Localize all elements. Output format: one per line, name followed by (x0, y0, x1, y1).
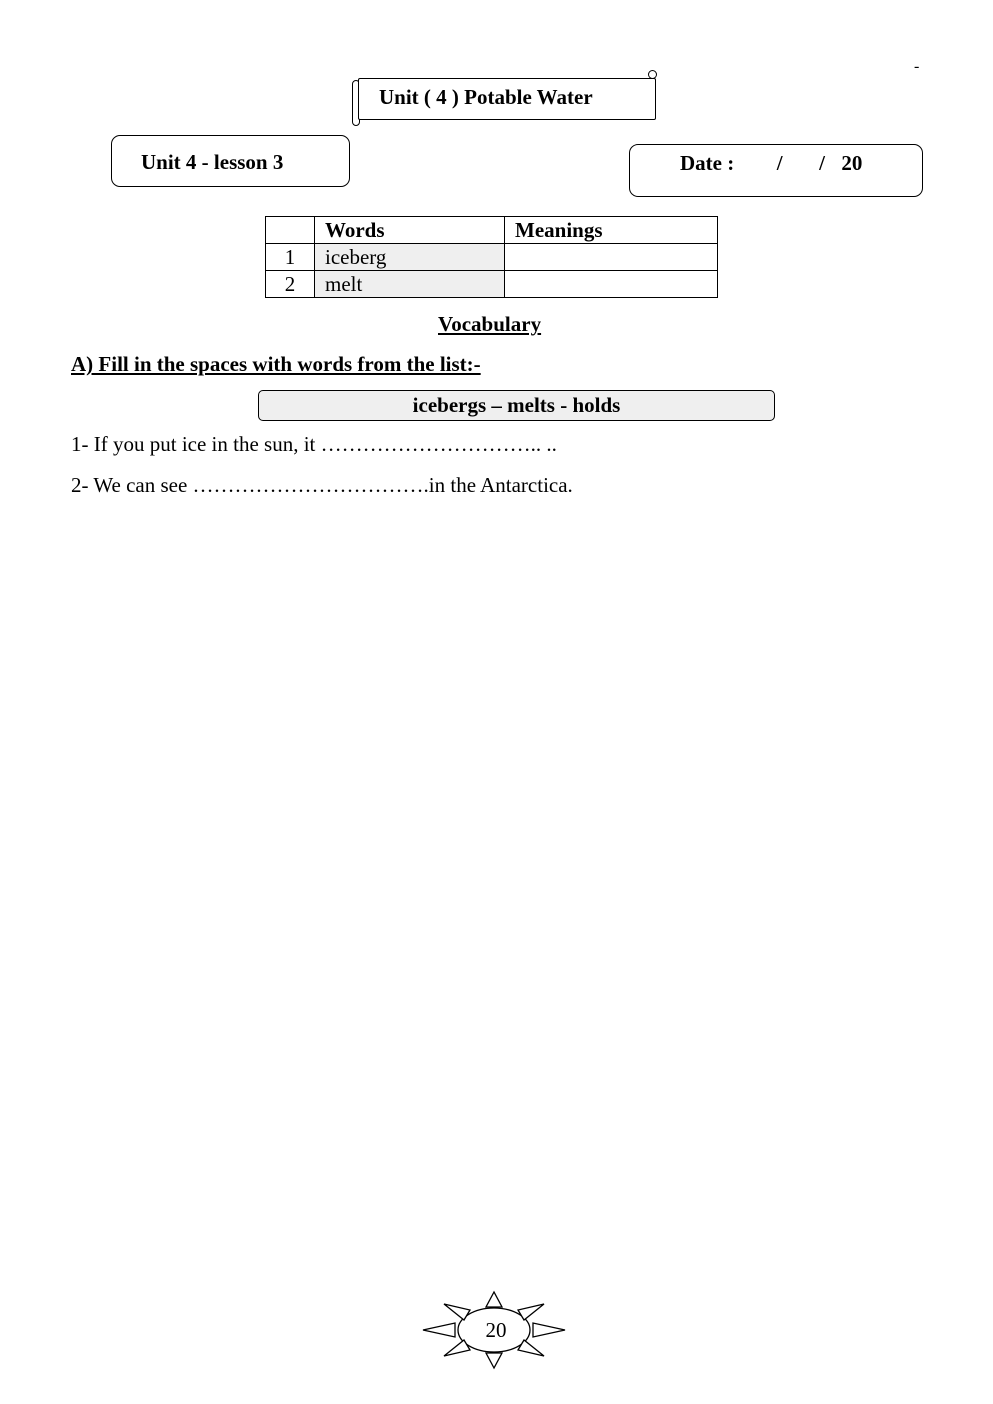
date-label: Date : (680, 151, 735, 175)
row-meaning[interactable] (505, 271, 718, 298)
corner-mark: - (914, 58, 920, 75)
row-word: iceberg (315, 244, 505, 271)
exercise-heading: A) Fill in the spaces with words from the list:- (71, 352, 481, 376)
unit-title: Unit ( 4 ) Potable Water (379, 85, 593, 109)
sentence-2: 2- We can see …………………………….in the Antarctica. (71, 473, 573, 497)
lesson-box (111, 135, 350, 187)
date-separator: / (776, 151, 783, 175)
scroll-curl-right (648, 70, 657, 79)
table-row (266, 244, 718, 271)
vocab-table (265, 216, 718, 298)
date-box (629, 144, 923, 197)
table-header-row (266, 217, 718, 244)
lesson-label: Unit 4 - lesson 3 (141, 150, 284, 174)
row-number: 1 (266, 244, 315, 271)
row-number: 2 (266, 271, 315, 298)
table-header-words: Words (315, 217, 505, 244)
unit-title-banner (358, 78, 656, 120)
date-year: 20 (841, 151, 863, 175)
date-separator: / (819, 151, 825, 175)
row-meaning[interactable] (505, 244, 718, 271)
page-number: 20 (485, 1318, 507, 1342)
word-list-box (258, 390, 775, 421)
row-word: melt (315, 271, 505, 298)
word-list: icebergs – melts - holds (412, 393, 621, 417)
sentence-1: 1- If you put ice in the sun, it ………………………….. .. (71, 432, 557, 456)
table-header-num (266, 217, 315, 244)
vocabulary-title: Vocabulary (438, 312, 542, 336)
table-header-meanings: Meanings (505, 217, 718, 244)
table-row (266, 271, 718, 298)
